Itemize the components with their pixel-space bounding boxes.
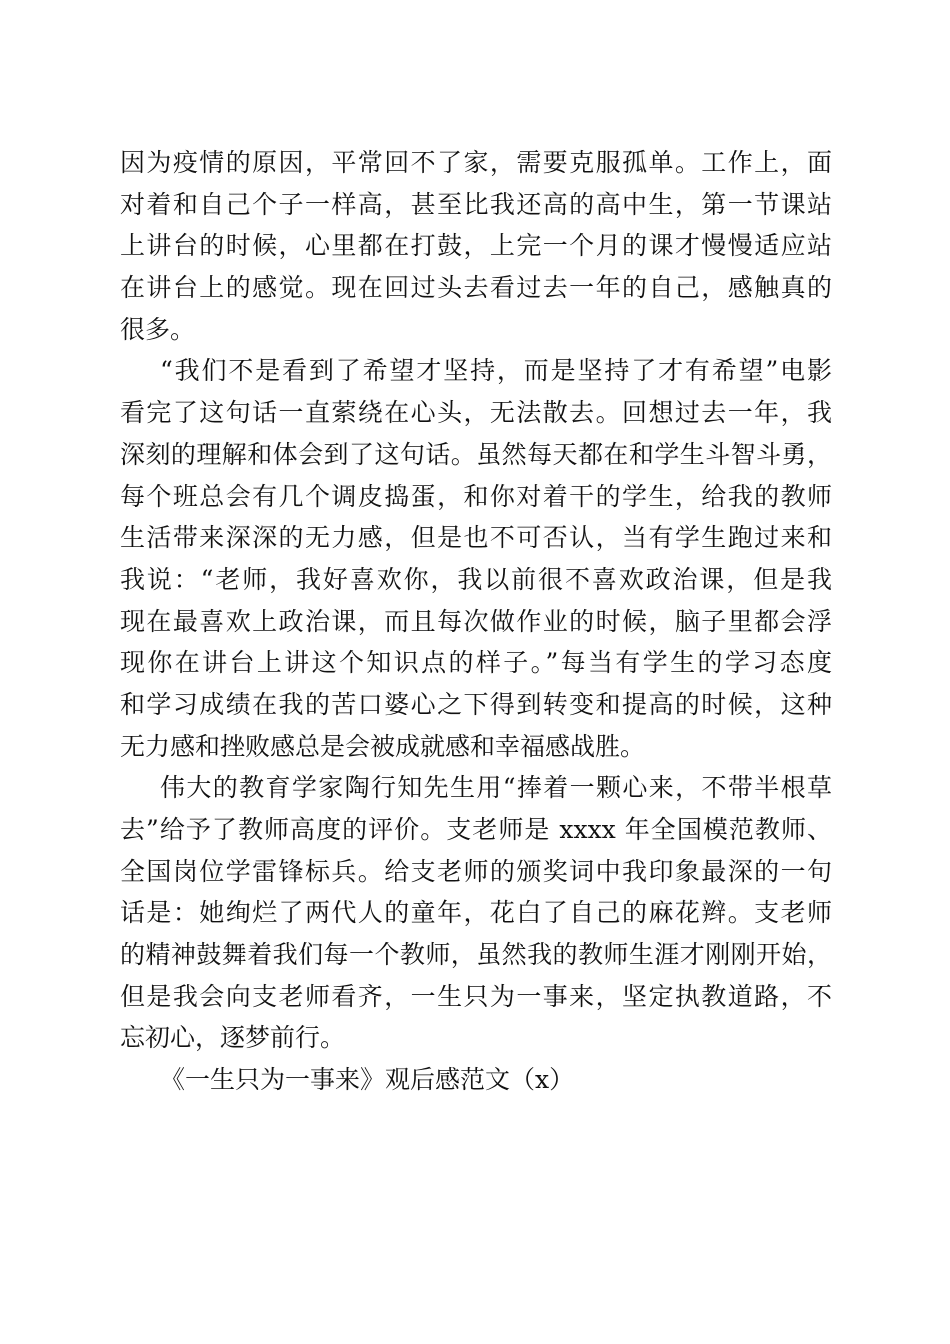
text-line: 我说：“老师，我好喜欢你，我以前很不喜欢政治课，但是我 bbox=[120, 564, 832, 594]
text-line: 和学习成绩在我的苦口婆心之下得到转变和提高的时候，这种 bbox=[120, 689, 832, 719]
text-line: 因为疫情的原因，平常回不了家，需要克服孤单。工作上，面 bbox=[120, 148, 832, 177]
text-line: 话是：她绚烂了两代人的童年，花白了自己的麻花辫。支老师 bbox=[120, 898, 832, 928]
text-line: 很多。 bbox=[120, 314, 196, 344]
text-line: 深刻的理解和体会到了这句话。虽然每天都在和学生斗智斗勇， bbox=[120, 439, 832, 469]
paragraph-1 bbox=[120, 142, 832, 350]
text-line: 无力感和挫败感总是会被成就感和幸福感战胜。 bbox=[120, 731, 646, 761]
paragraph-4-heading bbox=[120, 1059, 832, 1101]
text-line: 每个班总会有几个调皮捣蛋，和你对着干的学生，给我的教师 bbox=[120, 481, 832, 511]
text-line: 忘初心，逐梦前行。 bbox=[120, 1023, 346, 1053]
document-body bbox=[120, 142, 832, 1101]
text-line: 现在最喜欢上政治课，而且每次做作业的时候，脑子里都会浮 bbox=[120, 606, 832, 636]
text-line: 看完了这句话一直萦绕在心头，无法散去。回想过去一年，我 bbox=[120, 398, 832, 428]
text-line: 上讲台的时候，心里都在打鼓，上完一个月的课才慢慢适应站 bbox=[120, 231, 832, 261]
paragraph-2 bbox=[120, 350, 832, 767]
text-line: 全国岗位学雷锋标兵。给支老师的颁奖词中我印象最深的一句 bbox=[120, 856, 832, 886]
text-line: 在讲台上的感觉。现在回过头去看过去一年的自己，感触真的 bbox=[120, 273, 832, 303]
text-line: “我们不是看到了希望才坚持，而是坚持了才有希望”电影 bbox=[160, 356, 832, 386]
text-line: 去”给予了教师高度的评价。支老师是 xxxx 年全国模范教师、 bbox=[120, 815, 832, 844]
text-line: 对着和自己个子一样高，甚至比我还高的高中生，第一节课站 bbox=[120, 189, 832, 219]
section-title: 《一生只为一事来》观后感范文（x） bbox=[160, 1065, 575, 1095]
text-line: 生活带来深深的无力感，但是也不可否认，当有学生跑过来和 bbox=[120, 523, 832, 553]
text-line: 的精神鼓舞着我们每一个教师，虽然我的教师生涯才刚刚开始， bbox=[120, 940, 832, 970]
text-line: 伟大的教育学家陶行知先生用“捧着一颗心来，不带半根草 bbox=[160, 773, 832, 803]
paragraph-3 bbox=[120, 767, 832, 1059]
text-line: 但是我会向支老师看齐，一生只为一事来，坚定执教道路，不 bbox=[120, 981, 832, 1011]
text-line: 现你在讲台上讲这个知识点的样子。”每当有学生的学习态度 bbox=[120, 648, 832, 678]
